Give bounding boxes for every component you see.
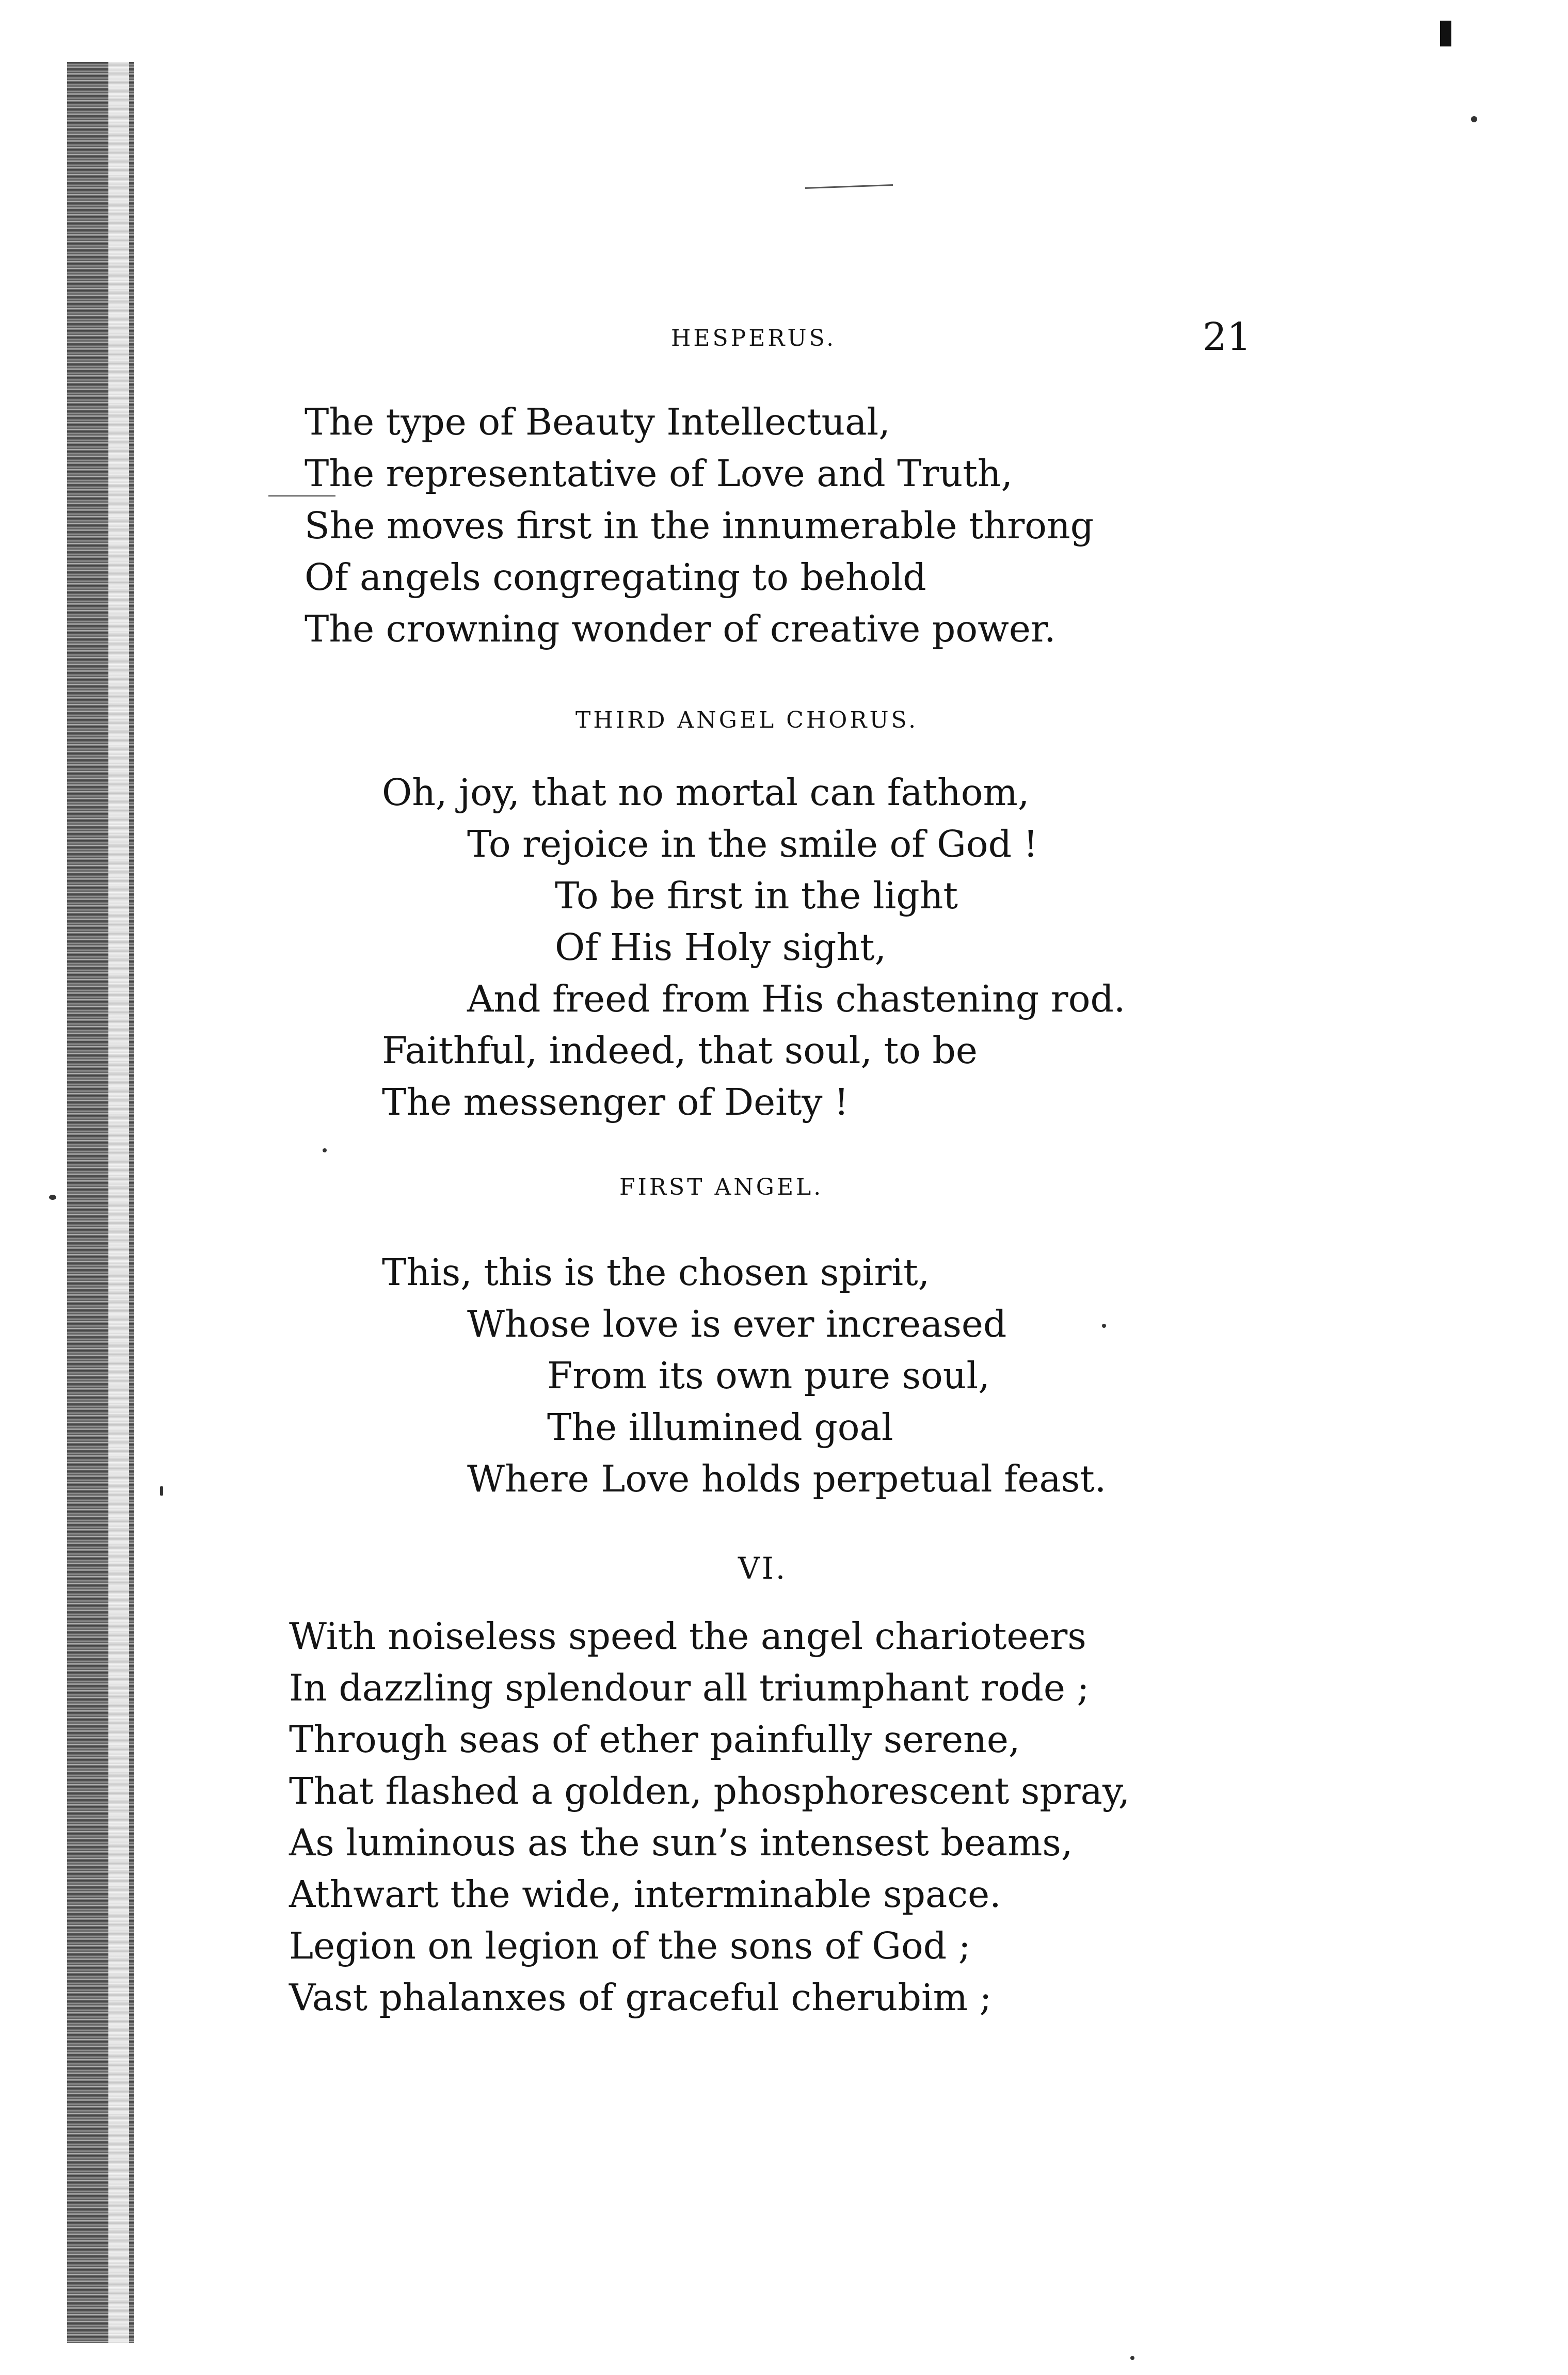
verse-line: Of angels congregating to behold: [305, 556, 926, 599]
verse-line: That flashed a golden, phosphorescent spray,: [289, 1770, 1130, 1812]
top-rule: [805, 184, 893, 189]
verse-line: With noiseless speed the angel charioteers: [289, 1615, 1086, 1658]
running-header-title: HESPERUS.: [671, 325, 837, 351]
verse-line: As luminous as the sun’s intensest beams,: [289, 1821, 1073, 1864]
scan-speck: [49, 1195, 56, 1200]
verse-line: The illumined goal: [547, 1406, 893, 1449]
section-number: VI.: [738, 1551, 788, 1586]
verse-line: Through seas of ether painfully serene,: [289, 1718, 1020, 1761]
verse-line: Legion on legion of the sons of God ;: [289, 1924, 971, 1967]
verse-line: The representative of Love and Truth,: [305, 452, 1013, 495]
verse-line: This, this is the chosen spirit,: [382, 1251, 930, 1294]
section-heading: FIRST ANGEL.: [619, 1174, 824, 1200]
verse-line: The type of Beauty Intellectual,: [305, 400, 890, 443]
scan-speck: [1130, 2356, 1134, 2360]
verse-line: Athwart the wide, interminable space.: [289, 1873, 1001, 1916]
verse-line: To be first in the light: [555, 874, 958, 917]
verse-line: The messenger of Deity !: [382, 1081, 849, 1124]
verse-line: Faithful, indeed, that soul, to be: [382, 1029, 978, 1072]
scan-speck: [1102, 1324, 1106, 1328]
verse-line: Of His Holy sight,: [555, 926, 887, 969]
verse-line: The crowning wonder of creative power.: [305, 607, 1056, 650]
verse-line: From its own pure soul,: [547, 1354, 990, 1397]
section-heading: THIRD ANGEL CHORUS.: [575, 707, 919, 733]
verse-line: In dazzling splendour all triumphant rode ;: [289, 1666, 1090, 1709]
pencil-underline: [268, 495, 335, 496]
verse-line: And freed from His chastening rod.: [467, 977, 1126, 1020]
scan-speck: [160, 1486, 163, 1496]
verse-line: Whose love is ever increased: [467, 1303, 1007, 1345]
verse-line: She moves first in the innumerable throng: [305, 504, 1094, 547]
binding-shadow: [108, 62, 129, 2343]
verse-line: Vast phalanxes of graceful cherubim ;: [289, 1976, 992, 2019]
scan-speck: [1471, 116, 1477, 122]
page-number: 21: [1203, 315, 1252, 359]
verse-line: To rejoice in the smile of God !: [467, 823, 1038, 865]
scan-speck: [323, 1148, 327, 1152]
verse-line: Where Love holds perpetual feast.: [467, 1457, 1107, 1500]
verse-line: Oh, joy, that no mortal can fathom,: [382, 771, 1030, 814]
corner-ink-mark: [1440, 21, 1451, 46]
